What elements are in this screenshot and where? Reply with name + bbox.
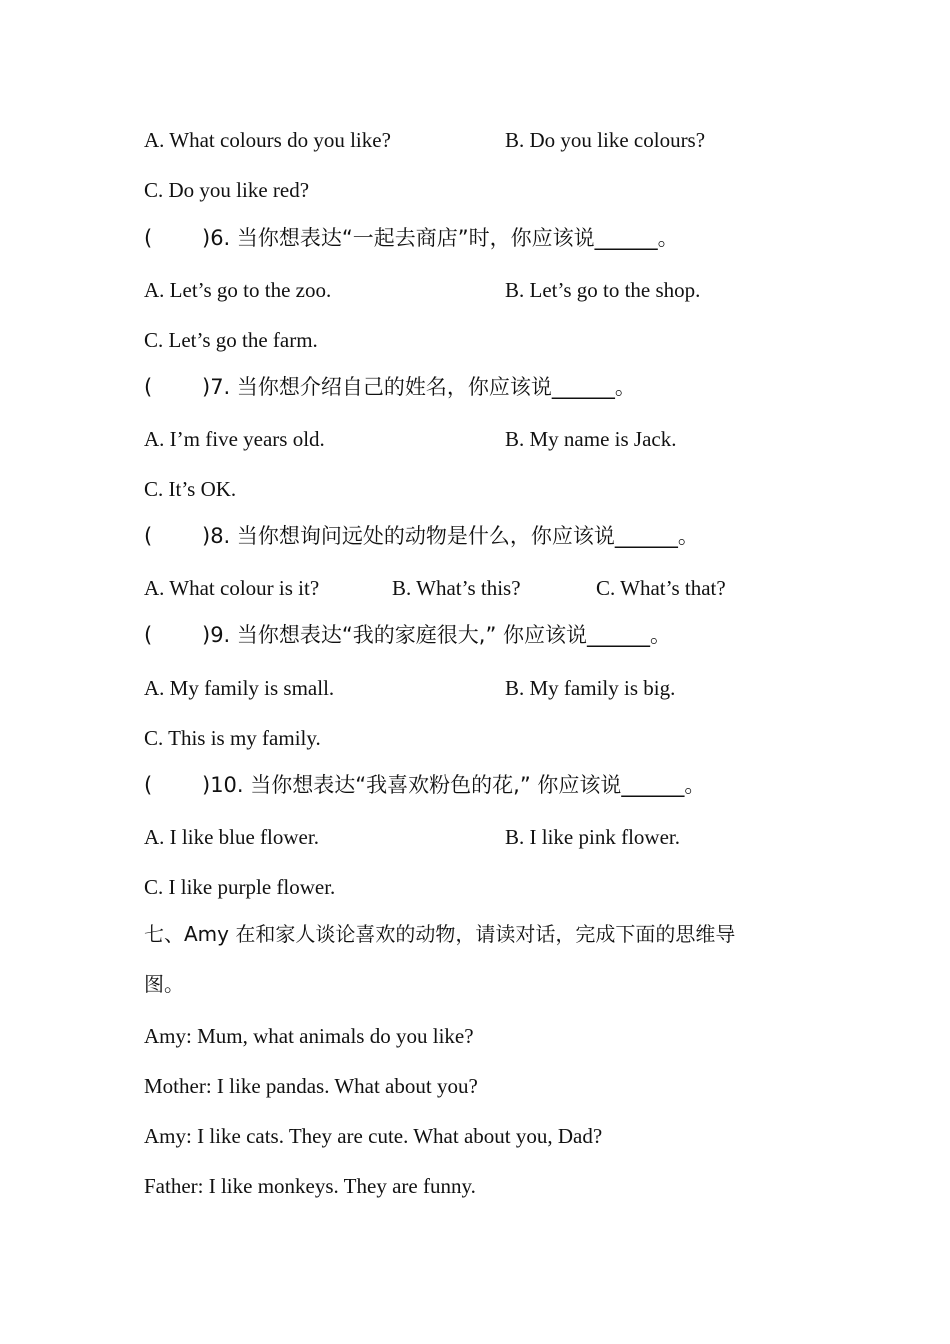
section-7-heading-line-2: 图。	[144, 972, 184, 996]
q6-answer-paren: (	[144, 226, 153, 250]
q9-prompt-row	[144, 621, 824, 649]
q8-option-c: C. What’s that?	[596, 576, 726, 600]
q7-option-b: B. My name is Jack.	[505, 427, 677, 451]
q6-option-b: B. Let’s go to the shop.	[505, 278, 701, 302]
q10-option-c: C. I like purple flower.	[144, 875, 336, 899]
q5-option-c: C. Do you like red?	[144, 178, 310, 202]
q8-prompt: )8. 当你想询问远处的动物是什么，你应该说______。	[202, 524, 699, 548]
q8-option-b: B. What’s this?	[392, 576, 521, 600]
q9-option-b: B. My family is big.	[505, 676, 676, 700]
dialogue-line-amy-1: Amy: Mum, what animals do you like?	[144, 1024, 474, 1048]
q7-option-c: C. It’s OK.	[144, 477, 237, 501]
q7-prompt: )7. 当你想介绍自己的姓名，你应该说______。	[202, 375, 636, 399]
q9-option-a: A. My family is small.	[144, 676, 335, 700]
q10-prompt: )10. 当你想表达“我喜欢粉色的花,” 你应该说______。	[202, 773, 706, 797]
q10-options-row-1	[144, 823, 824, 851]
q7-option-a: A. I’m five years old.	[144, 427, 325, 451]
q6-options-row-1	[144, 276, 824, 304]
q8-options-row	[144, 574, 824, 602]
q9-prompt: )9. 当你想表达“我的家庭很大,” 你应该说______。	[202, 623, 672, 647]
dialogue-line-amy-2: Amy: I like cats. They are cute. What about you, Dad?	[144, 1124, 603, 1148]
q5-option-a: A. What colours do you like?	[144, 128, 391, 152]
q9-answer-paren: (	[144, 623, 153, 647]
q5-option-b: B. Do you like colours?	[505, 128, 706, 152]
q6-option-c: C. Let’s go the farm.	[144, 328, 318, 352]
q7-answer-paren: (	[144, 375, 153, 399]
q5-options-row-1	[144, 126, 824, 154]
dialogue-line-father: Father: I like monkeys. They are funny.	[144, 1174, 476, 1198]
q7-options-row-1	[144, 425, 824, 453]
q10-option-a: A. I like blue flower.	[144, 825, 319, 849]
section-7-heading-line-1: 七、Amy 在和家人谈论喜欢的动物，请读对话，完成下面的思维导	[144, 922, 736, 946]
q10-option-b: B. I like pink flower.	[505, 825, 680, 849]
q10-answer-paren: (	[144, 773, 153, 797]
q8-prompt-row	[144, 522, 824, 550]
q7-prompt-row	[144, 373, 824, 401]
q6-option-a: A. Let’s go to the zoo.	[144, 278, 332, 302]
q9-options-row-1	[144, 674, 824, 702]
q9-option-c: C. This is my family.	[144, 726, 321, 750]
q6-prompt: )6. 当你想表达“一起去商店”时，你应该说______。	[202, 226, 679, 250]
q6-prompt-row	[144, 224, 824, 252]
q10-prompt-row	[144, 771, 824, 799]
q8-answer-paren: (	[144, 524, 153, 548]
q8-option-a: A. What colour is it?	[144, 576, 320, 600]
dialogue-line-mother: Mother: I like pandas. What about you?	[144, 1074, 478, 1098]
